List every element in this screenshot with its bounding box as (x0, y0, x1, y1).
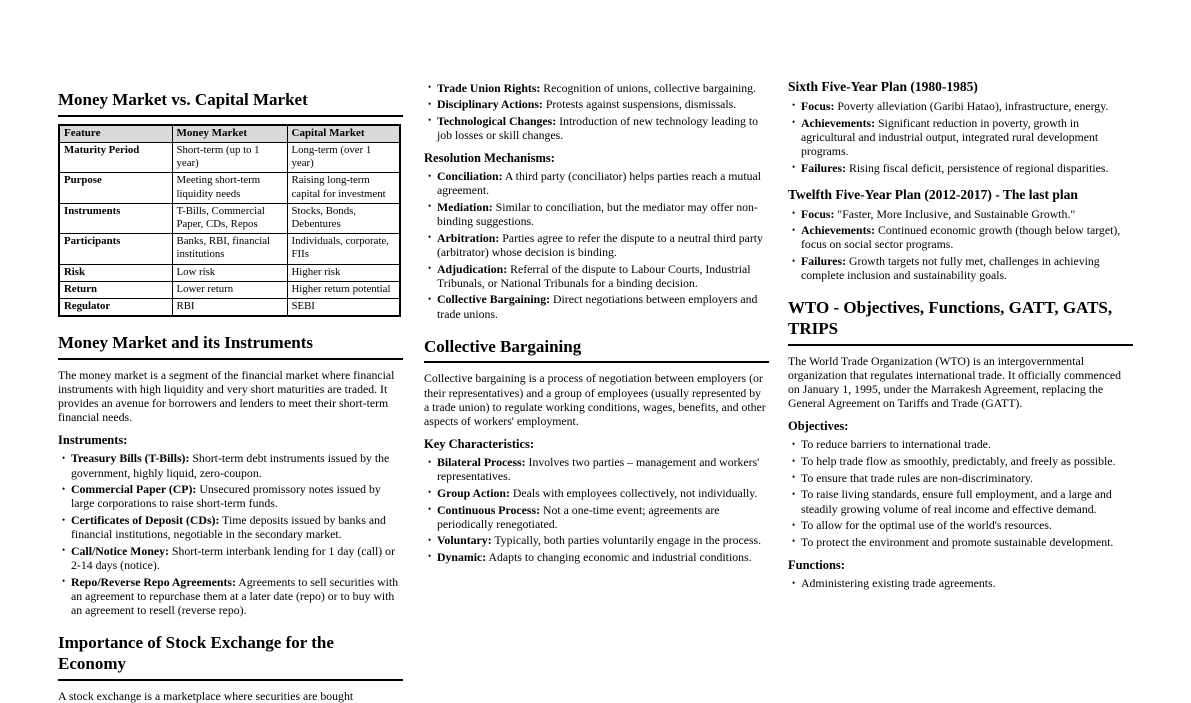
list-item (437, 486, 769, 500)
list-item (801, 487, 1133, 515)
table-row (59, 298, 400, 316)
column-left (58, 78, 403, 703)
list-item-desc: Significant reduction in poverty, growth in agricultural and industrial output, integrated rural development programs. (801, 115, 1099, 158)
key-characteristics-list (424, 455, 769, 564)
list-item-desc: Recognition of unions, collective bargaining. (543, 80, 757, 95)
table-cell-money-market: Meeting short-term liquidity needs (172, 173, 287, 203)
list-item-desc: Deals with employees collectively, not individually. (512, 485, 758, 500)
list-item-term: Commercial Paper (CP): (71, 482, 197, 497)
table-cell-money-market: RBI (172, 298, 287, 316)
list-item-desc: Referral of the dispute to Labour Courts, Industrial Tribunals, or National Tribunals for a binding decision. (437, 261, 751, 290)
heading-twelfth-plan: Twelfth Five-Year Plan (2012-2017) - The last plan (788, 186, 1078, 202)
list-item (71, 451, 403, 479)
table-cell-capital-market: SEBI (287, 298, 400, 316)
list-item-desc: Short-term interbank lending for 1 day (call) or 2-14 days (notice). (71, 543, 395, 572)
list-item (437, 231, 769, 259)
list-item (801, 223, 1133, 251)
list-item-text: To ensure that trade rules are non-discriminatory. (801, 470, 1033, 485)
list-item-term: Mediation: (437, 199, 493, 214)
list-item-text: Administering existing trade agreements. (801, 576, 996, 590)
list-item-desc: Agreements to sell securities with an agreement to repurchase them at a later date (repo) or to buy with an agreement to resell (reverse repo). (71, 574, 399, 617)
list-item (801, 471, 1133, 485)
table-cell-money-market: T-Bills, Commercial Paper, CDs, Repos (172, 203, 287, 233)
list-item-text: To allow for the optimal use of the world's resources. (801, 518, 1052, 533)
list-item-term: Achievements: (801, 223, 876, 238)
resolution-mechanisms-list (424, 169, 769, 321)
table-row (59, 173, 400, 203)
table-cell-capital-market: Higher return potential (287, 281, 400, 298)
list-item-term: Call/Notice Money: (71, 543, 169, 558)
table-cell-capital-market: Long-term (over 1 year) (287, 143, 400, 173)
list-item (801, 518, 1133, 532)
sixth-plan-list (788, 99, 1133, 175)
list-item (71, 575, 403, 617)
heading-collective-bargaining: Collective Bargaining (424, 337, 769, 364)
resolution-mechanisms-subheading: Resolution Mechanisms: (424, 151, 555, 166)
list-item-desc: Similar to conciliation, but the mediator may offer non-binding suggestions. (437, 199, 758, 229)
list-item-desc: Protests against suspensions, dismissals. (545, 97, 737, 112)
heading-wto: WTO - Objectives, Functions, GATT, GATS, TRIPS (788, 298, 1133, 345)
list-item (437, 533, 769, 547)
list-item-desc: "Faster, More Inclusive, and Sustainable Growth." (837, 206, 1076, 221)
list-item-term: Bilateral Process: (437, 455, 526, 470)
table-cell-capital-market: Higher risk (287, 264, 400, 281)
table-row (59, 143, 400, 173)
wto-intro-paragraph: The World Trade Organization (WTO) is an intergovernmental organization that regulates international trade. It officially commenced on January 1, 1995, under the Marrakesh Agreement, replacing the General Agreement on Tariffs and Trade (GATT). (788, 353, 1122, 411)
money-vs-capital-table (58, 124, 401, 317)
list-item (801, 576, 1133, 590)
heading-stock-exchange-importance: Importance of Stock Exchange for the Economy (58, 633, 403, 680)
list-item-term: Technological Changes: (437, 113, 557, 128)
list-item-text: To protect the environment and promote sustainable development. (801, 534, 1114, 549)
list-item (801, 437, 1133, 451)
instruments-subheading: Instruments: (58, 433, 128, 448)
objectives-list (788, 437, 1133, 549)
list-item (801, 454, 1133, 468)
list-item-desc: Direct negotiations between employers and trade unions. (437, 292, 758, 321)
table-row (59, 234, 400, 264)
list-item-desc: Continued economic growth (though below target), focus on social sector programs. (801, 223, 1121, 252)
list-item-term: Disciplinary Actions: (437, 97, 543, 112)
list-item-term: Focus: (801, 206, 835, 221)
heading-money-vs-capital: Money Market vs. Capital Market (58, 90, 403, 117)
list-item-desc: Growth targets not fully met, challenges in achieving complete inclusion and sustainability goals. (801, 254, 1100, 283)
table-row-label: Risk (59, 264, 172, 281)
list-item (801, 254, 1133, 282)
list-item-desc: A third party (conciliator) helps parties reach a mutual agreement. (437, 169, 762, 198)
table-row-label: Instruments (59, 203, 172, 233)
table-header-cell: Feature (59, 125, 172, 143)
collective-bargaining-intro-paragraph: Collective bargaining is a process of negotiation between employers (or their representatives) and a group of employees (usually represented by a trade union) to regulate working conditions, wages, benefits, and other aspects of workers' employment. (424, 371, 766, 428)
dispute-causes-list (424, 81, 769, 143)
list-item-text: To help trade flow as smoothly, predictably, and freely as possible. (801, 454, 1116, 469)
list-item-desc: Not a one-time event; agreements are periodically renegotiated. (437, 502, 720, 531)
list-item (801, 207, 1133, 221)
list-item-desc: Introduction of new technology leading to job losses or skill changes. (437, 113, 758, 142)
list-item (437, 503, 769, 531)
list-item-desc: Short-term debt instruments issued by the government, highly liquid, zero-coupon. (71, 451, 390, 480)
list-item-desc: Unsecured promissory notes issued by large corporations to raise short-term funds. (71, 482, 381, 511)
key-characteristics-subheading: Key Characteristics: (424, 437, 535, 452)
list-item-desc: Poverty alleviation (Garibi Hatao), infrastructure, energy. (837, 98, 1109, 113)
list-item-term: Voluntary: (437, 533, 492, 548)
list-item (437, 81, 769, 95)
functions-subheading: Functions: (788, 558, 845, 572)
list-item-term: Dynamic: (437, 549, 487, 564)
table-cell-capital-market: Individuals, corporate, FIIs (287, 234, 400, 264)
list-item-desc: Parties agree to refer the dispute to a neutral third party (arbitrator) whose decision is binding. (437, 230, 763, 259)
heading-money-market-instruments: Money Market and its Instruments (58, 333, 403, 360)
list-item-desc: Adapts to changing economic and industrial conditions. (488, 549, 752, 564)
heading-sixth-plan: Sixth Five-Year Plan (1980-1985) (788, 79, 978, 94)
list-item-term: Adjudication: (437, 261, 508, 276)
list-item-term: Focus: (801, 98, 835, 113)
list-item-term: Achievements: (801, 115, 876, 130)
list-item-desc: Rising fiscal deficit, persistence of regional disparities. (848, 160, 1109, 175)
list-item-desc: Typically, both parties voluntarily engage in the process. (494, 533, 762, 548)
list-item (437, 169, 769, 197)
table-row-label: Return (59, 281, 172, 298)
list-item-term: Treasury Bills (T-Bills): (71, 451, 190, 466)
list-item (71, 513, 403, 541)
list-item (71, 482, 403, 510)
money-market-intro-paragraph: The money market is a segment of the financial market where financial instruments with high liquidity and very short maturities are traded. It provides an avenue for borrowers and lenders to meet their short-term financial needs. (58, 367, 395, 425)
table-row-label: Regulator (59, 298, 172, 316)
list-item (801, 99, 1133, 113)
table-row-label: Maturity Period (59, 143, 172, 173)
list-item-term: Continuous Process: (437, 502, 541, 517)
table-row (59, 281, 400, 298)
twelfth-plan-list (788, 207, 1133, 283)
list-item-term: Certificates of Deposit (CDs): (71, 513, 220, 528)
list-item-desc: Involves two parties – management and workers' representatives. (437, 455, 760, 484)
list-item-term: Group Action: (437, 485, 510, 500)
list-item (437, 550, 769, 564)
table-row-label: Purpose (59, 173, 172, 203)
table-cell-capital-market: Stocks, Bonds, Debentures (287, 203, 400, 233)
list-item (801, 161, 1133, 175)
stock-exchange-partial-paragraph: A stock exchange is a marketplace where securities are bought (58, 688, 354, 703)
list-item-desc: Time deposits issued by banks and financial institutions, negotiable in the secondary market. (71, 513, 386, 542)
list-item-text: To reduce barriers to international trade. (801, 437, 991, 452)
table-cell-capital-market: Raising long-term capital for investment (287, 173, 400, 203)
list-item (437, 97, 769, 111)
table-cell-money-market: Low risk (172, 264, 287, 281)
list-item-term: Collective Bargaining: (437, 292, 551, 307)
list-item (437, 455, 769, 483)
table-row (59, 264, 400, 281)
list-item-term: Repo/Reverse Repo Agreements: (71, 574, 236, 589)
table-header-cell: Money Market (172, 125, 287, 143)
table-row (59, 203, 400, 233)
functions-list (788, 576, 1133, 590)
list-item (71, 544, 403, 572)
list-item-term: Conciliation: (437, 169, 503, 184)
table-cell-money-market: Banks, RBI, financial institutions (172, 234, 287, 264)
instruments-list (58, 451, 403, 617)
list-item (437, 114, 769, 142)
table-header-row (59, 125, 400, 143)
objectives-subheading: Objectives: (788, 419, 849, 434)
list-item (437, 262, 769, 290)
table-row-label: Participants (59, 234, 172, 264)
list-item (437, 292, 769, 320)
column-middle (424, 78, 769, 626)
list-item (437, 200, 769, 228)
table-header-cell: Capital Market (287, 125, 400, 143)
list-item-term: Arbitration: (437, 230, 500, 245)
list-item-term: Failures: (801, 160, 846, 175)
list-item-term: Trade Union Rights: (437, 80, 541, 95)
list-item-term: Failures: (801, 254, 846, 268)
list-item (801, 535, 1133, 549)
column-right (788, 78, 1133, 626)
list-item-text: To raise living standards, ensure full employment, and a large and steadily growing volume of real income and effective demand. (801, 487, 1112, 516)
table-cell-money-market: Lower return (172, 281, 287, 298)
list-item (801, 116, 1133, 158)
table-cell-money-market: Short-term (up to 1 year) (172, 143, 287, 173)
